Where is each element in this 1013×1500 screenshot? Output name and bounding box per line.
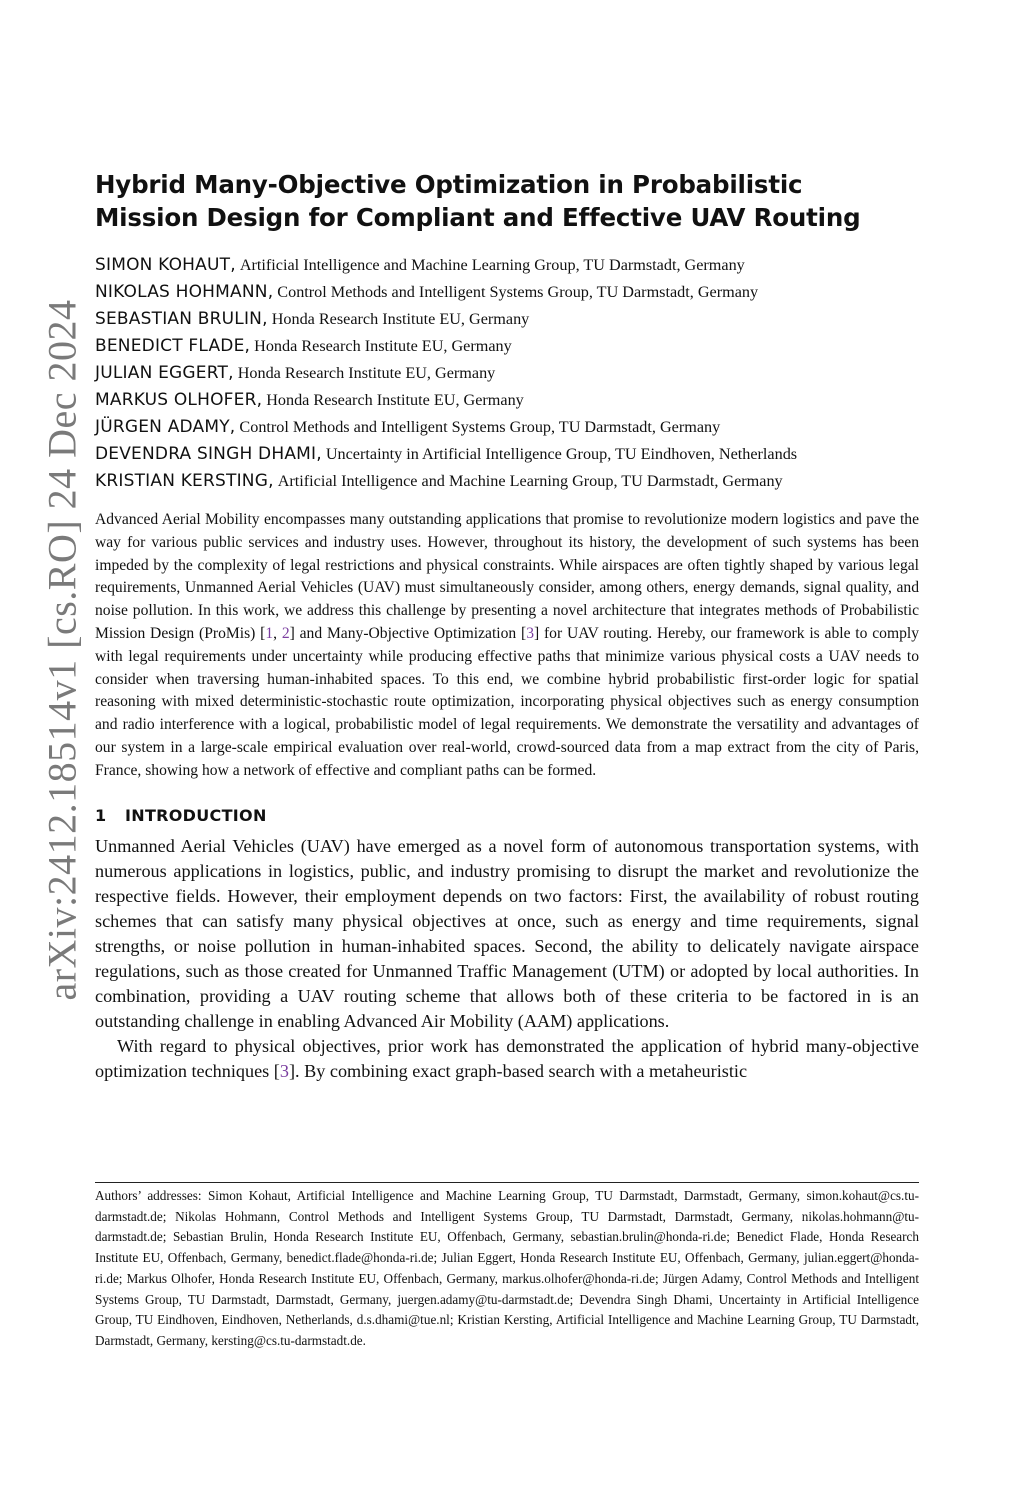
paragraph-text: ]. By combining exact graph-based search with a metaheuristic: [288, 1060, 748, 1081]
author-affiliation: Artificial Intelligence and Machine Learning Group, TU Darmstadt, Germany: [277, 472, 783, 490]
author-name: NIKOLAS HOHMANN,: [95, 282, 274, 302]
author-name: JULIAN EGGERT,: [95, 363, 234, 383]
citation-link-3[interactable]: 3: [526, 624, 534, 642]
author-entry: [95, 441, 919, 468]
intro-paragraph-1: Unmanned Aerial Vehicles (UAV) have emerged as a novel form of autonomous transportation systems, with numerous applications in logistics, public, and industry promising to disrupt the market and revolutionize the respective fields. However, their employment depends on two factors: First, the availability of robust routing schemes that can satisfy many physical objectives at once, such as energy and time requirements, signal strengths, or noise pollution in human-inhabited spaces. Second, the ability to delicately navigate airspace regulations, such as those created for Unmanned Traffic Management (UTM) or adopted by local authorities. In combination, providing a UAV routing scheme that allows both of these criteria to be factored in is an outstanding challenge in enabling Advanced Air Mobility (AAM) applications.: [95, 835, 919, 1031]
author-name: SEBASTIAN BRULIN,: [95, 309, 268, 329]
author-entry: [95, 387, 919, 414]
author-affiliation: Honda Research Institute EU, Germany: [237, 364, 496, 382]
paragraph-text: With regard to physical objectives, prior work has demonstrated the application of hybrid many-objective optimization techniques [: [95, 1035, 919, 1081]
citation-link-3[interactable]: 3: [279, 1060, 289, 1081]
abstract: [95, 509, 919, 783]
author-affiliation: Honda Research Institute EU, Germany: [254, 337, 512, 355]
author-name: MARKUS OLHOFER,: [95, 390, 263, 410]
paper-title: [95, 168, 919, 234]
author-list: [95, 252, 919, 495]
author-affiliation: Uncertainty in Artificial Intelligence Group, TU Eindhoven, Netherlands: [325, 445, 798, 463]
author-name: KRISTIAN KERSTING,: [95, 471, 274, 491]
author-affiliation: Honda Research Institute EU, Germany: [271, 310, 530, 328]
citation-link-1[interactable]: 1: [265, 624, 274, 642]
author-entry: [95, 468, 919, 495]
abstract-text: Advanced Aerial Mobility encompasses many outstanding applications that promise to revolutionize modern logistics and pave the way for various public services and industry uses. However, throughout its history, the development of such systems has been impeded by the complexity of legal restrictions and physical constraints. While airspaces are often tightly shaped by various legal requirements, Unmanned Aerial Vehicles (UAV) must simultaneously consider, among others, energy demands, signal quality, and noise pollution. In this work, we address this challenge by presenting a novel architecture that integrates methods of Probabilistic Mission Design (ProMis) [: [95, 511, 919, 642]
citation-link-2[interactable]: 2: [281, 624, 290, 642]
intro-paragraph-2: [95, 1034, 919, 1084]
author-name: BENEDICT FLADE,: [95, 336, 251, 356]
title-line-2: Mission Design for Compliant and Effective UAV Routing: [95, 203, 861, 232]
author-affiliation: Honda Research Institute EU, Germany: [266, 391, 524, 409]
author-entry: [95, 252, 919, 279]
author-entry: [95, 414, 919, 441]
title-line-1: Hybrid Many-Objective Optimization in Probabilistic: [95, 170, 803, 199]
paper-page: [95, 168, 919, 1084]
author-entry: [95, 333, 919, 360]
author-name: SIMON KOHAUT,: [95, 255, 236, 275]
abstract-text: ] for UAV routing. Hereby, our framework is able to comply with legal requirements under uncertainty while producing effective paths that minimize various physical costs a UAV needs to consider when traversing human-inhabited spaces. To this end, we combine hybrid probabilistic first-order logic for spatial reasoning with mixed deterministic-stochastic route optimization, incorporating physical objectives such as energy consumption and radio interference with a logical, probabilistic model of legal requirements. We demonstrate the versatility and advantages of our system in a large-scale empirical evaluation over real-world, crowd-sourced data from a map extract from the city of Paris, France, showing how a network of effective and compliant paths can be formed.: [95, 624, 920, 779]
author-name: JÜRGEN ADAMY,: [95, 417, 236, 437]
author-entry: [95, 360, 919, 387]
author-entry: [95, 306, 919, 333]
section-number: 1: [95, 805, 107, 825]
author-affiliation: Control Methods and Intelligent Systems Group, TU Darmstadt, Germany: [239, 418, 721, 436]
author-addresses-footnote: Authors’ addresses: Simon Kohaut, Artificial Intelligence and Machine Learning Group, TU Darmstadt, Darmstadt, Germany, simon.kohaut@cs.tu-darmstadt.de; Nikolas Hohmann, Control Methods and Intelligent Systems Group, TU Darmstadt, Darmstadt, Germany, nikolas.hohmann@tu-darmstadt.de; Sebastian Brulin, Honda Research Institute EU, Offenbach, Germany, sebastian.brulin@honda-ri.de; Benedict Flade, Honda Research Institute EU, Offenbach, Germany, benedict.flade@honda-ri.de; Julian Eggert, Honda Research Institute EU, Offenbach, Germany, julian.eggert@honda-ri.de; Markus Olhofer, Honda Research Institute EU, Offenbach, Germany, markus.olhofer@honda-ri.de; Jürgen Adamy, Control Methods and Intelligent Systems Group, TU Darmstadt, Darmstadt, Germany, juergen.adamy@tu-darmstadt.de; Devendra Singh Dhami, Uncertainty in Artificial Intelligence Group, TU Eindhoven, Eindhoven, Netherlands, d.s.dhami@tue.nl; Kristian Kersting, Artificial Intelligence and Machine Learning Group, TU Darmstadt, Darmstadt, Germany, kersting@cs.tu-darmstadt.de.: [95, 1188, 919, 1348]
abstract-text: ] and Many-Objective Optimization [: [289, 624, 527, 642]
section-title: INTRODUCTION: [125, 805, 267, 825]
author-affiliation: Control Methods and Intelligent Systems Group, TU Darmstadt, Germany: [277, 283, 759, 301]
citation-separator: ,: [273, 624, 282, 642]
author-affiliation: Artificial Intelligence and Machine Learning Group, TU Darmstadt, Germany: [239, 256, 745, 274]
footnote-divider: [95, 1182, 919, 1183]
section-heading-introduction: [95, 805, 919, 827]
author-name: DEVENDRA SINGH DHAMI,: [95, 444, 322, 464]
arxiv-identifier-stamp: arXiv:2412.18514v1 [cs.RO] 24 Dec 2024: [39, 299, 85, 1001]
author-entry: [95, 279, 919, 306]
